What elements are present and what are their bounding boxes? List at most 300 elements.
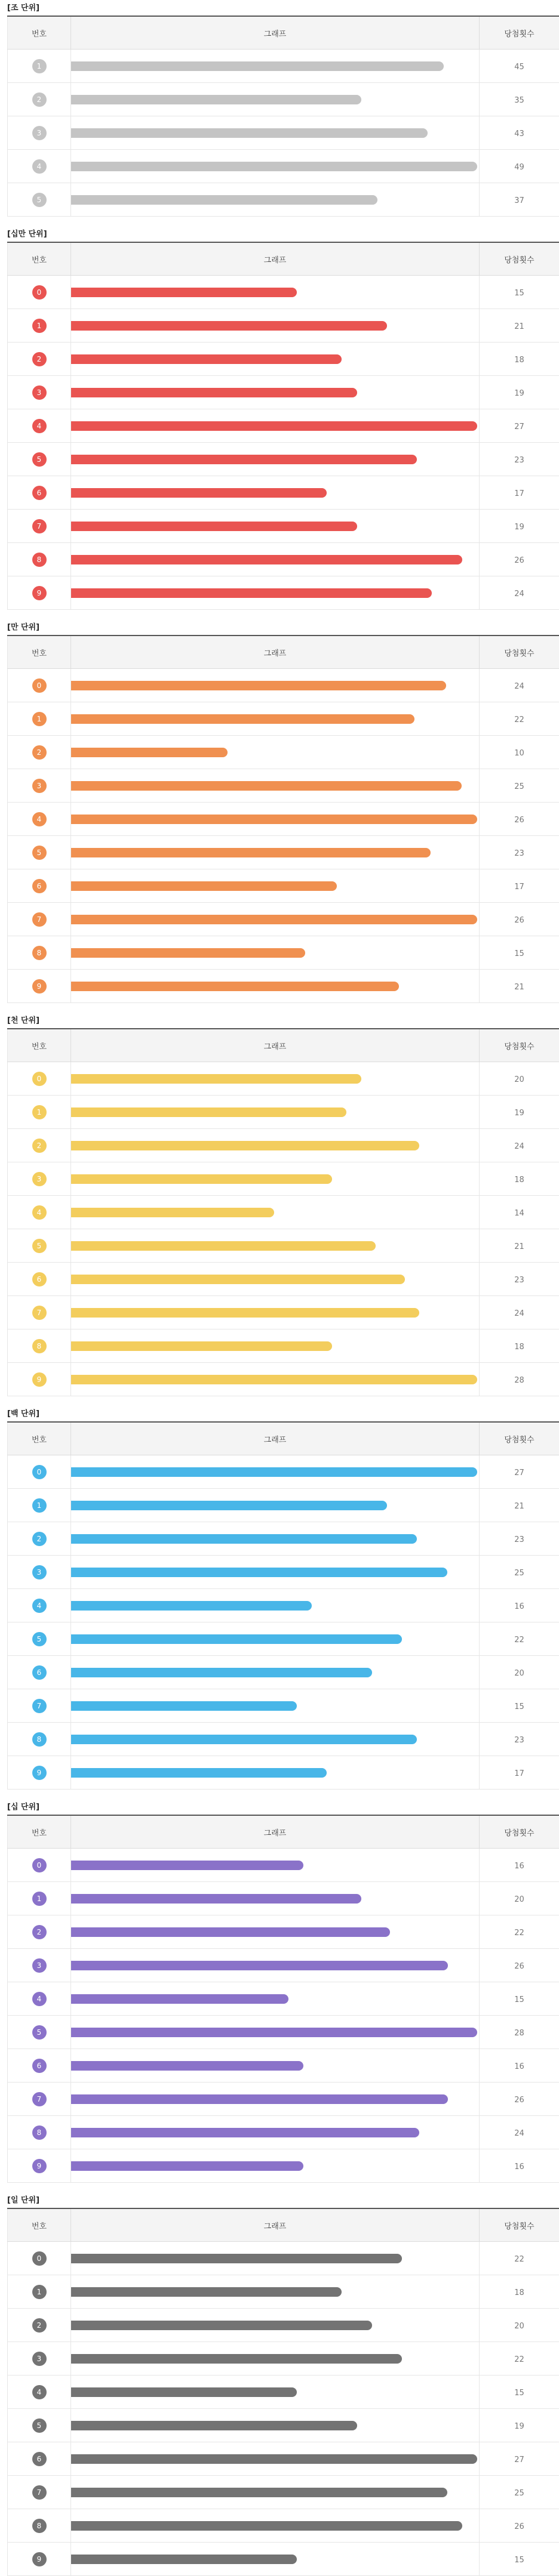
table-row bbox=[8, 1455, 559, 1489]
table-row bbox=[8, 2376, 559, 2409]
table-row bbox=[8, 1096, 559, 1129]
number-cell bbox=[8, 1129, 71, 1162]
header-count: 당첨횟수 bbox=[480, 1423, 559, 1455]
count-cell bbox=[480, 769, 559, 803]
bar-mark bbox=[71, 1634, 402, 1644]
number-cell bbox=[8, 903, 71, 936]
bar-mark bbox=[71, 1341, 332, 1351]
table-row bbox=[8, 1982, 559, 2016]
number-ball: 7 bbox=[32, 1306, 47, 1320]
table-row bbox=[8, 2083, 559, 2116]
section-title: [십만 단위] bbox=[7, 226, 559, 243]
graph-cell bbox=[71, 2275, 480, 2309]
table-row bbox=[8, 1196, 559, 1229]
header-row bbox=[8, 636, 559, 669]
bar-mark bbox=[71, 1241, 376, 1251]
bar-mark bbox=[71, 1308, 419, 1318]
graph-cell bbox=[71, 2509, 480, 2543]
number-cell bbox=[8, 2016, 71, 2049]
win-count: 22 bbox=[514, 1636, 524, 1645]
number-ball: 9 bbox=[32, 1372, 47, 1387]
bar-mark bbox=[71, 2387, 297, 2397]
header-number: 번호 bbox=[8, 1029, 71, 1062]
number-ball: 0 bbox=[32, 1072, 47, 1086]
count-cell bbox=[480, 443, 559, 476]
table-row bbox=[8, 1062, 559, 1096]
graph-cell bbox=[71, 1329, 480, 1363]
win-count: 20 bbox=[514, 1895, 524, 1904]
number-cell bbox=[8, 1489, 71, 1522]
table-row bbox=[8, 1522, 559, 1556]
table-row bbox=[8, 343, 559, 376]
graph-cell bbox=[71, 2342, 480, 2376]
bar-mark bbox=[71, 2094, 448, 2104]
number-cell bbox=[8, 2543, 71, 2576]
bar-mark bbox=[71, 1668, 372, 1677]
graph-cell bbox=[71, 1062, 480, 1096]
table-row bbox=[8, 1589, 559, 1622]
number-ball: 1 bbox=[32, 1892, 47, 1906]
win-count: 14 bbox=[514, 1209, 524, 1218]
number-ball: 2 bbox=[32, 1925, 47, 1939]
number-cell bbox=[8, 1196, 71, 1229]
number-cell bbox=[8, 803, 71, 836]
count-cell bbox=[480, 1263, 559, 1296]
header-graph: 그래프 bbox=[71, 17, 480, 50]
number-ball: 0 bbox=[32, 1858, 47, 1872]
number-cell bbox=[8, 1229, 71, 1263]
header-row bbox=[8, 1816, 559, 1849]
bar-mark bbox=[71, 522, 357, 531]
number-ball: 7 bbox=[32, 912, 47, 927]
graph-cell bbox=[71, 836, 480, 869]
section-spacer bbox=[0, 217, 559, 226]
header-row bbox=[8, 1029, 559, 1062]
count-cell bbox=[480, 510, 559, 543]
header-row bbox=[8, 17, 559, 50]
number-cell bbox=[8, 476, 71, 510]
table-row bbox=[8, 1162, 559, 1196]
table-row bbox=[8, 1723, 559, 1756]
bar-mark bbox=[71, 1074, 361, 1084]
count-cell bbox=[480, 2116, 559, 2149]
number-cell bbox=[8, 1556, 71, 1589]
table-row bbox=[8, 669, 559, 702]
number-ball: 2 bbox=[32, 2318, 47, 2333]
table-row bbox=[8, 2442, 559, 2476]
stats-section bbox=[7, 1406, 559, 1790]
number-ball: 3 bbox=[32, 126, 47, 140]
table-row bbox=[8, 150, 559, 183]
count-cell bbox=[480, 1455, 559, 1489]
bar-mark bbox=[71, 195, 377, 205]
win-count: 18 bbox=[514, 1176, 524, 1184]
win-count: 19 bbox=[514, 389, 524, 398]
graph-cell bbox=[71, 309, 480, 343]
bar-mark bbox=[71, 2287, 342, 2297]
count-cell bbox=[480, 2309, 559, 2342]
win-count: 22 bbox=[514, 2255, 524, 2264]
number-cell bbox=[8, 510, 71, 543]
number-ball: 2 bbox=[32, 92, 47, 107]
number-cell bbox=[8, 2083, 71, 2116]
win-count: 16 bbox=[514, 2062, 524, 2071]
header-count: 당첨횟수 bbox=[480, 2209, 559, 2242]
win-count: 24 bbox=[514, 682, 524, 691]
graph-cell bbox=[71, 1915, 480, 1949]
table-row bbox=[8, 869, 559, 903]
stats-section bbox=[7, 226, 559, 610]
count-cell bbox=[480, 1589, 559, 1622]
bar-mark bbox=[71, 1861, 303, 1870]
count-cell bbox=[480, 970, 559, 1003]
bar-mark bbox=[71, 2421, 357, 2430]
graph-cell bbox=[71, 2083, 480, 2116]
win-count: 25 bbox=[514, 2489, 524, 2498]
win-count: 21 bbox=[514, 322, 524, 331]
bar-mark bbox=[71, 982, 399, 991]
win-count: 24 bbox=[514, 2129, 524, 2138]
table-row bbox=[8, 2409, 559, 2442]
table-row bbox=[8, 2016, 559, 2049]
win-count: 15 bbox=[514, 2389, 524, 2398]
number-ball: 4 bbox=[32, 1205, 47, 1220]
number-cell bbox=[8, 2376, 71, 2409]
win-count: 17 bbox=[514, 489, 524, 498]
number-ball: 1 bbox=[32, 2285, 47, 2299]
bar-mark bbox=[71, 1501, 387, 1510]
count-cell bbox=[480, 1296, 559, 1329]
count-cell bbox=[480, 1522, 559, 1556]
number-ball: 4 bbox=[32, 812, 47, 826]
number-ball: 4 bbox=[32, 159, 47, 174]
number-ball: 6 bbox=[32, 486, 47, 500]
win-count: 45 bbox=[514, 63, 524, 72]
graph-cell bbox=[71, 276, 480, 309]
table-row bbox=[8, 476, 559, 510]
win-count: 26 bbox=[514, 556, 524, 565]
bar-mark bbox=[71, 1735, 417, 1744]
graph-cell bbox=[71, 1229, 480, 1263]
count-cell bbox=[480, 276, 559, 309]
count-cell bbox=[480, 1849, 559, 1882]
number-cell bbox=[8, 1723, 71, 1756]
count-cell bbox=[480, 2409, 559, 2442]
win-count: 22 bbox=[514, 2355, 524, 2364]
win-count: 23 bbox=[514, 456, 524, 465]
section-spacer bbox=[0, 610, 559, 619]
table-row bbox=[8, 803, 559, 836]
bar-mark bbox=[71, 488, 327, 498]
stats-section bbox=[7, 1799, 559, 2183]
number-ball: 1 bbox=[32, 712, 47, 726]
table-row bbox=[8, 2309, 559, 2342]
number-cell bbox=[8, 183, 71, 217]
count-cell bbox=[480, 803, 559, 836]
count-cell bbox=[480, 2509, 559, 2543]
number-cell bbox=[8, 1455, 71, 1489]
graph-cell bbox=[71, 2309, 480, 2342]
win-count: 35 bbox=[514, 96, 524, 105]
count-cell bbox=[480, 1756, 559, 1790]
table-row bbox=[8, 2116, 559, 2149]
count-cell bbox=[480, 1229, 559, 1263]
graph-cell bbox=[71, 1622, 480, 1656]
table-row bbox=[8, 2509, 559, 2543]
section-title: [조 단위] bbox=[7, 0, 559, 17]
bar-mark bbox=[71, 1107, 346, 1117]
bar-mark bbox=[71, 2128, 419, 2137]
table-row bbox=[8, 1329, 559, 1363]
number-cell bbox=[8, 1982, 71, 2016]
number-ball: 8 bbox=[32, 553, 47, 567]
number-ball: 6 bbox=[32, 1272, 47, 1287]
section-title: [백 단위] bbox=[7, 1406, 559, 1423]
win-count: 25 bbox=[514, 1569, 524, 1578]
number-ball: 4 bbox=[32, 1992, 47, 2006]
number-ball: 0 bbox=[32, 1465, 47, 1479]
count-cell bbox=[480, 2275, 559, 2309]
count-cell bbox=[480, 1982, 559, 2016]
win-count: 49 bbox=[514, 163, 524, 172]
count-cell bbox=[480, 1882, 559, 1915]
table-row bbox=[8, 443, 559, 476]
table-row bbox=[8, 1689, 559, 1723]
graph-cell bbox=[71, 343, 480, 376]
number-ball: 1 bbox=[32, 1105, 47, 1119]
number-ball: 7 bbox=[32, 1699, 47, 1713]
graph-cell bbox=[71, 476, 480, 510]
number-ball: 8 bbox=[32, 1732, 47, 1747]
number-cell bbox=[8, 2149, 71, 2183]
number-cell bbox=[8, 1915, 71, 1949]
win-count: 21 bbox=[514, 1502, 524, 1511]
bar-mark bbox=[71, 2254, 402, 2263]
win-count: 18 bbox=[514, 1343, 524, 1352]
bar-mark bbox=[71, 1994, 288, 2004]
number-cell bbox=[8, 836, 71, 869]
graph-cell bbox=[71, 50, 480, 83]
bar-mark bbox=[71, 1275, 405, 1284]
graph-cell bbox=[71, 2149, 480, 2183]
table-row bbox=[8, 116, 559, 150]
table-row bbox=[8, 1229, 559, 1263]
stats-table bbox=[7, 1816, 559, 2183]
number-cell bbox=[8, 2476, 71, 2509]
number-ball: 3 bbox=[32, 1958, 47, 1973]
graph-cell bbox=[71, 576, 480, 610]
bar-mark bbox=[71, 421, 477, 431]
graph-cell bbox=[71, 1949, 480, 1982]
count-cell bbox=[480, 50, 559, 83]
header-number: 번호 bbox=[8, 2209, 71, 2242]
table-row bbox=[8, 1129, 559, 1162]
table-row bbox=[8, 736, 559, 769]
graph-cell bbox=[71, 1849, 480, 1882]
graph-cell bbox=[71, 1556, 480, 1589]
section-spacer bbox=[0, 2183, 559, 2192]
number-cell bbox=[8, 1363, 71, 1396]
number-cell bbox=[8, 2116, 71, 2149]
number-ball: 1 bbox=[32, 1498, 47, 1513]
stats-section bbox=[7, 0, 559, 217]
count-cell bbox=[480, 1196, 559, 1229]
graph-cell bbox=[71, 443, 480, 476]
count-cell bbox=[480, 1489, 559, 1522]
number-cell bbox=[8, 376, 71, 409]
win-count: 19 bbox=[514, 2422, 524, 2431]
number-cell bbox=[8, 1329, 71, 1363]
number-ball: 6 bbox=[32, 2059, 47, 2073]
win-count: 24 bbox=[514, 1142, 524, 1151]
bar-mark bbox=[71, 848, 431, 857]
graph-cell bbox=[71, 1162, 480, 1196]
stats-table bbox=[7, 2209, 559, 2576]
count-cell bbox=[480, 343, 559, 376]
bar-mark bbox=[71, 288, 297, 297]
table-row bbox=[8, 409, 559, 443]
count-cell bbox=[480, 869, 559, 903]
graph-cell bbox=[71, 1455, 480, 1489]
header-row bbox=[8, 243, 559, 276]
number-ball: 9 bbox=[32, 979, 47, 994]
number-cell bbox=[8, 669, 71, 702]
table-row bbox=[8, 1622, 559, 1656]
bar-mark bbox=[71, 1467, 477, 1477]
number-ball: 5 bbox=[32, 1632, 47, 1646]
number-cell bbox=[8, 443, 71, 476]
count-cell bbox=[480, 1329, 559, 1363]
count-cell bbox=[480, 2083, 559, 2116]
number-ball: 8 bbox=[32, 2125, 47, 2140]
graph-cell bbox=[71, 1363, 480, 1396]
graph-cell bbox=[71, 936, 480, 970]
number-cell bbox=[8, 769, 71, 803]
number-ball: 9 bbox=[32, 1766, 47, 1780]
number-cell bbox=[8, 1589, 71, 1622]
number-cell bbox=[8, 343, 71, 376]
number-ball: 0 bbox=[32, 285, 47, 300]
win-count: 26 bbox=[514, 2522, 524, 2531]
number-cell bbox=[8, 2342, 71, 2376]
win-count: 43 bbox=[514, 129, 524, 138]
table-row bbox=[8, 2149, 559, 2183]
graph-cell bbox=[71, 2543, 480, 2576]
bar-mark bbox=[71, 815, 477, 824]
number-cell bbox=[8, 1296, 71, 1329]
number-cell bbox=[8, 1162, 71, 1196]
win-count: 27 bbox=[514, 2455, 524, 2464]
win-count: 37 bbox=[514, 196, 524, 205]
number-cell bbox=[8, 2409, 71, 2442]
count-cell bbox=[480, 309, 559, 343]
table-row bbox=[8, 1556, 559, 1589]
number-cell bbox=[8, 1949, 71, 1982]
count-cell bbox=[480, 2543, 559, 2576]
graph-cell bbox=[71, 970, 480, 1003]
bar-mark bbox=[71, 61, 444, 71]
count-cell bbox=[480, 2442, 559, 2476]
graph-cell bbox=[71, 1982, 480, 2016]
number-cell bbox=[8, 50, 71, 83]
graph-cell bbox=[71, 1882, 480, 1915]
graph-cell bbox=[71, 510, 480, 543]
section-spacer bbox=[0, 1790, 559, 1799]
graph-cell bbox=[71, 2376, 480, 2409]
number-ball: 5 bbox=[32, 452, 47, 467]
win-count: 20 bbox=[514, 1669, 524, 1678]
table-row bbox=[8, 2275, 559, 2309]
bar-mark bbox=[71, 1601, 312, 1611]
stats-section bbox=[7, 619, 559, 1003]
count-cell bbox=[480, 1949, 559, 1982]
number-ball: 3 bbox=[32, 1172, 47, 1186]
number-cell bbox=[8, 1096, 71, 1129]
header-number: 번호 bbox=[8, 1816, 71, 1849]
count-cell bbox=[480, 376, 559, 409]
graph-cell bbox=[71, 1756, 480, 1790]
table-row bbox=[8, 510, 559, 543]
win-count: 24 bbox=[514, 1309, 524, 1318]
win-count: 18 bbox=[514, 356, 524, 365]
bar-mark bbox=[71, 1894, 361, 1904]
number-ball: 0 bbox=[32, 2251, 47, 2266]
count-cell bbox=[480, 836, 559, 869]
win-count: 20 bbox=[514, 1075, 524, 1084]
number-cell bbox=[8, 409, 71, 443]
bar-mark bbox=[71, 1174, 332, 1184]
number-ball: 7 bbox=[32, 2485, 47, 2500]
bar-mark bbox=[71, 1768, 327, 1778]
number-ball: 3 bbox=[32, 2352, 47, 2366]
number-cell bbox=[8, 576, 71, 610]
graph-cell bbox=[71, 2442, 480, 2476]
number-cell bbox=[8, 970, 71, 1003]
number-cell bbox=[8, 2309, 71, 2342]
bar-mark bbox=[71, 1375, 477, 1384]
header-count: 당첨횟수 bbox=[480, 243, 559, 276]
graph-cell bbox=[71, 869, 480, 903]
graph-cell bbox=[71, 116, 480, 150]
number-ball: 5 bbox=[32, 193, 47, 207]
count-cell bbox=[480, 1656, 559, 1689]
win-count: 23 bbox=[514, 849, 524, 858]
count-cell bbox=[480, 1096, 559, 1129]
count-cell bbox=[480, 2049, 559, 2083]
win-count: 22 bbox=[514, 1929, 524, 1938]
win-count: 10 bbox=[514, 749, 524, 758]
win-count: 28 bbox=[514, 2029, 524, 2038]
bar-mark bbox=[71, 2061, 303, 2071]
table-row bbox=[8, 1756, 559, 1790]
table-row bbox=[8, 276, 559, 309]
header-row bbox=[8, 2209, 559, 2242]
bar-mark bbox=[71, 781, 462, 791]
stats-table bbox=[7, 17, 559, 217]
count-cell bbox=[480, 183, 559, 217]
bar-mark bbox=[71, 1568, 447, 1577]
table-row bbox=[8, 183, 559, 217]
win-count: 23 bbox=[514, 1535, 524, 1544]
table-row bbox=[8, 50, 559, 83]
number-cell bbox=[8, 2509, 71, 2543]
bar-mark bbox=[71, 2354, 402, 2364]
number-ball: 2 bbox=[32, 352, 47, 366]
count-cell bbox=[480, 116, 559, 150]
graph-cell bbox=[71, 1296, 480, 1329]
header-graph: 그래프 bbox=[71, 243, 480, 276]
number-ball: 8 bbox=[32, 2519, 47, 2533]
